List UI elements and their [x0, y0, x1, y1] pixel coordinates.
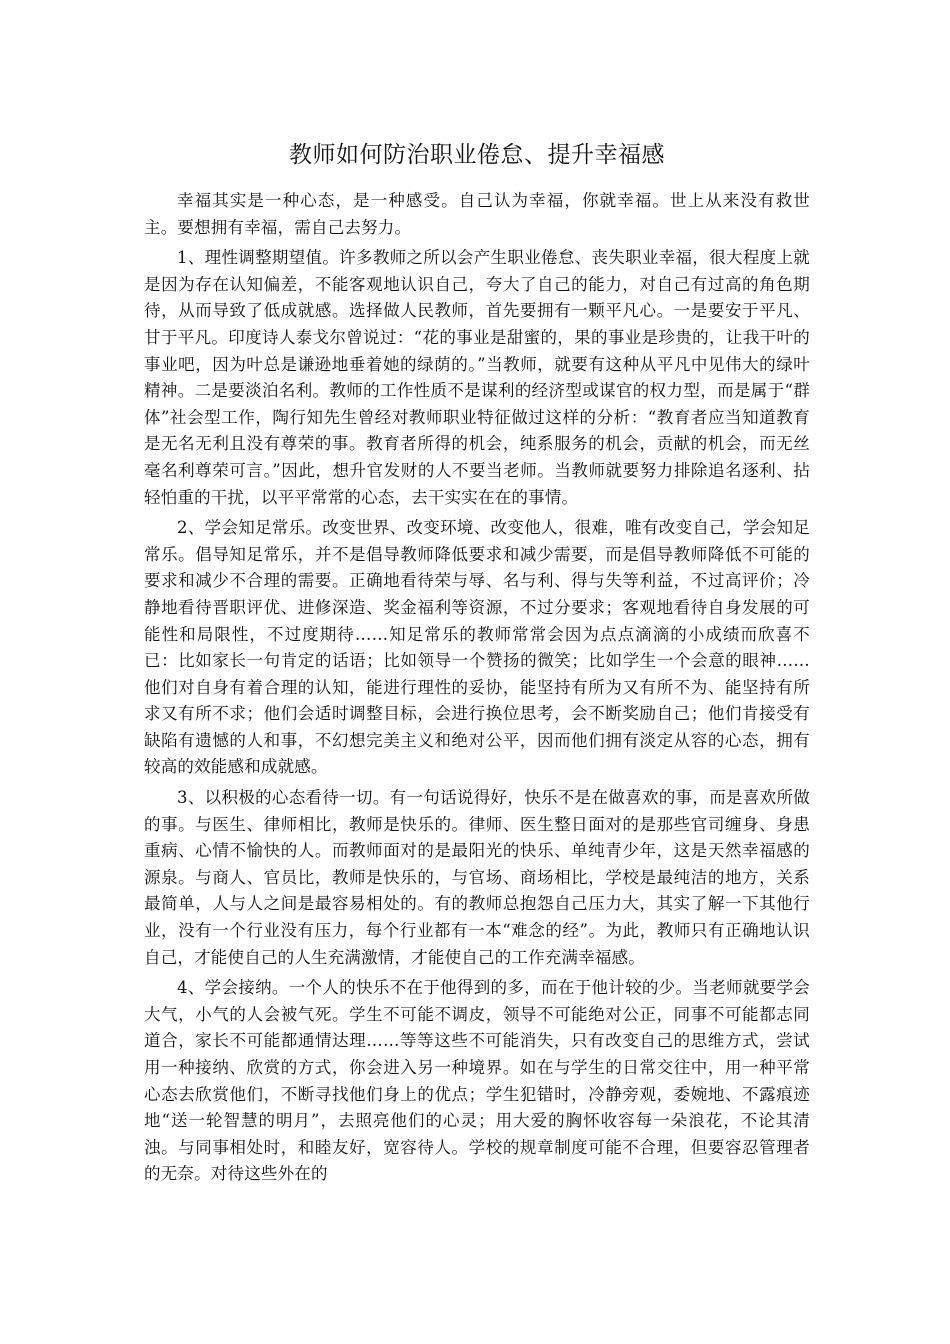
paragraph-section-3: 3、以积极的心态看待一切。有一句话说得好，快乐不是在做喜欢的事，而是喜欢所做的事。与医生、律师相比，教师是快乐的。律师、医生整日面对的是那些官司缠身、身患重病、心情不愉快的人。而教师面对的是最阳光的快乐、单纯青少年，这是天然幸福感的源泉。与商人、官员比，教师是快乐的，与官场、商场相比，学校是最纯洁的地方，关系最简单，人与人之间是最容易相处的。有的教师总抱怨自己压力大，其实了解一下其他行业，没有一个行业没有压力，每个行业都有一本“难念的经”。为此，教师只有正确地认识自己，才能使自己的人生充满激情，才能使自己的工作充满幸福感。: [144, 788, 810, 967]
document-title: 教师如何防治职业倦怠、提升幸福感: [289, 142, 665, 168]
paragraph-section-1: 1、理性调整期望值。许多教师之所以会产生职业倦怠、丧失职业幸福，很大程度上就是因为存在认知偏差，不能客观地认识自己，夸大了自己的能力，对自己有过高的角色期待，从而导致了低成就感。选择做人民教师，首先要拥有一颗平凡心。一是要安于平凡、甘于平凡。印度诗人泰戈尔曾说过：“花的事业是甜蜜的，果的事业是珍贵的，让我干叶的事业吧，因为叶总是谦逊地垂着她的绿荫的。”当教师，就要有这种从平凡中见伟大的绿叶精神。二是要淡泊名利。教师的工作性质不是谋利的经济型或谋官的权力型，而是属于“群体”社会型工作，陶行知先生曾经对教师职业特征做过这样的分析：“教育者应当知道教育是无名无利且没有尊荣的事。教育者所得的机会，纯系服务的机会，贡献的机会，而无丝毫名利尊荣可言。”因此，想升官发财的人不要当老师。当教师就要努力排除追名逐利、拈轻怕重的干扰，以平平常常的心态，去干实实在在的事情。: [144, 248, 810, 507]
document-page: [144, 130, 810, 1192]
paragraph-section-4: 4、学会接纳。一个人的快乐不在于他得到的多，而在于他计较的少。当老师就要学会大气，小气的人会被气死。学生不可能不调皮，领导不可能绝对公正，同事不可能都志同道合，家长不可能都通情达理……等等这些不可能消失，只有改变自己的思维方式，尝试用一种接纳、欣赏的方式，你会进入另一种境界。如在与学生的日常交往中，用一种平常心态去欣赏他们，不断寻找他们身上的优点；学生犯错时，冷静旁观，委婉地、不露痕迹地“送一轮智慧的明月”，去照亮他们的心灵；用大爱的胸怀收容每一朵浪花，不论其清浊。与同事相处时，和睦友好，宽容待人。学校的规章制度可能不合理，但要容忍管理者的无奈。对待这些外在的: [144, 978, 810, 1184]
paragraph-section-2: 2、学会知足常乐。改变世界、改变环境、改变他人，很难，唯有改变自己，学会知足常乐。倡导知足常乐，并不是倡导教师降低要求和减少需要，而是倡导教师降低不可能的要求和减少不合理的需要。正确地看待荣与辱、名与利、得与失等利益，不过高评价；冷静地看待晋职评优、进修深造、奖金福利等资源，不过分要求；客观地看待自身发展的可能性和局限性，不过度期待……知足常乐的教师常常会因为点点滴滴的小成绩而欣喜不已：比如家长一句肯定的话语；比如领导一个赞扬的微笑；比如学生一个会意的眼神……他们对自身有着合理的认知，能进行理性的妥协，能坚持有所为又有所不为、能坚持有所求又有所不求；他们会适时调整目标，会进行换位思考，会不断奖励自己；他们肯接受有缺陷有遗憾的人和事，不幻想完美主义和绝对公平，因而他们拥有淡定从容的心态，拥有较高的效能感和成就感。: [144, 518, 810, 777]
paragraph-intro: 幸福其实是一种心态，是一种感受。自己认为幸福，你就幸福。世上从来没有救世主。要想拥有幸福，需自己去努力。: [144, 191, 810, 237]
